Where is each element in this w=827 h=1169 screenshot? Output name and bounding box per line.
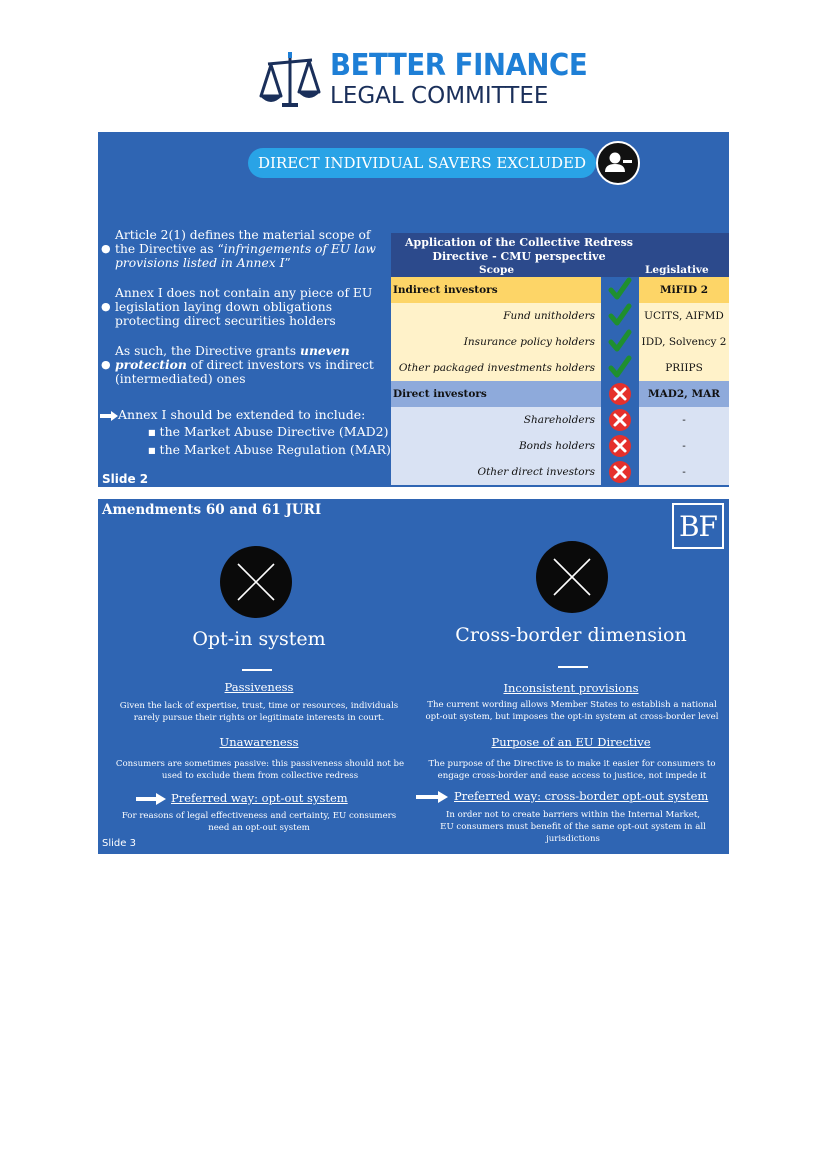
- legislative-act-cell: -: [639, 459, 729, 485]
- right-arrow-icon: [136, 793, 166, 805]
- cmu-table: [391, 233, 729, 487]
- slide-3: [98, 499, 729, 854]
- unawareness-subheading: Unawareness: [219, 735, 299, 749]
- scales-of-justice-icon: [258, 52, 322, 112]
- divider: [242, 669, 272, 671]
- person-minus-icon: [596, 141, 640, 185]
- logo-title: BETTER FINANCE: [330, 48, 588, 83]
- table-row: [391, 277, 729, 303]
- legislative-act-cell: IDD, Solvency 2: [639, 329, 729, 355]
- opt-in-heading: Opt-in system: [192, 628, 326, 650]
- close-circle-icon: [536, 541, 608, 613]
- scope-cell: Shareholders: [391, 407, 601, 433]
- divider: [558, 666, 588, 668]
- scope-cell: Other direct investors: [391, 459, 601, 485]
- legislative-act-cell: -: [639, 407, 729, 433]
- table-title: Application of the Collective Redress Directive - CMU perspective: [405, 236, 633, 263]
- table-row: [391, 329, 729, 355]
- extend-line: Annex I should be extended to include:: [100, 407, 365, 422]
- table-row: [391, 459, 729, 485]
- column-header-scope: Scope: [479, 264, 515, 276]
- table-row: [391, 355, 729, 381]
- opt-out-preferred: Preferred way: opt-out system: [171, 791, 348, 805]
- column-header-act: Legislative: [645, 264, 709, 276]
- table-header: [391, 233, 729, 277]
- slide-2: DIRECT INDIVIDUAL SAVERS EXCLUDED ● Article 2(1) defines the material scope of the Directive as “infringements of EU law provisions listed in Annex I” ● Annex I does not contain any piece of EU legislation laying down obligations protecting direct securities holders ● As such, the Directive grants uneven protection of direct investors vs indirect (intermediated) ones Annex I should be extended to include: ■ the Market Abuse Directive (MAD2) ■ the Market Abuse Regulation (MAR) Slide 2 Application of the Collective Redress Directive - CMU perspective Scope Legislative Indirect investors MiFID 2 Fund unitholders UCITS, AIFMD Insurance policy holders IDD, Solvency 2 Other packaged investments holders PRIIPS Direct investors MAD2, MAR Shareholders - Bonds holders - Other direct investors -: [98, 132, 729, 487]
- sub-item: ■ the Market Abuse Directive (MAD2): [148, 424, 389, 439]
- scope-cell: Bonds holders: [391, 433, 601, 459]
- cross-circle-icon: [601, 381, 639, 407]
- inconsistent-subheading: Inconsistent provisions: [503, 681, 639, 695]
- cross-border-reason: In order not to create barriers within the Internal Market, EU consumers must benefit of the same opt-out system in all jurisdictions: [440, 810, 706, 844]
- scope-cell: Fund unitholders: [391, 303, 601, 329]
- cross-border-preferred: Preferred way: cross-border opt-out system: [454, 789, 709, 803]
- legislative-act-cell: UCITS, AIFMD: [639, 303, 729, 329]
- passiveness-text: Given the lack of expertise, trust, time or resources, individuals rarely pursue their rights or legitimate interests in court.: [119, 701, 399, 723]
- check-icon: [601, 355, 639, 381]
- table-row: [391, 303, 729, 329]
- legislative-act-cell: -: [639, 433, 729, 459]
- purpose-subheading: Purpose of an EU Directive: [491, 735, 651, 749]
- slide-2-header: DIRECT INDIVIDUAL SAVERS EXCLUDED: [248, 148, 596, 178]
- check-icon: [601, 329, 639, 355]
- passiveness-subheading: Passiveness: [224, 680, 294, 694]
- slide-label: Slide 2: [102, 472, 149, 486]
- logo-subtitle: LEGAL COMMITTEE: [330, 83, 549, 109]
- purpose-text: The purpose of the Directive is to make it easier for consumers to engage cross-border and ease access to justice, not impede it: [428, 759, 716, 781]
- cross-border-heading: Cross-border dimension: [455, 624, 687, 646]
- slide-3-title: Amendments 60 and 61 JURI: [102, 502, 322, 518]
- table-row: [391, 433, 729, 459]
- table-row: [391, 407, 729, 433]
- legislative-act-cell: MAD2, MAR: [639, 381, 729, 407]
- legislative-act-cell: PRIIPS: [639, 355, 729, 381]
- scope-cell: Other packaged investments holders: [391, 355, 601, 381]
- cross-circle-icon: [601, 459, 639, 485]
- right-arrow-icon: [416, 791, 448, 803]
- close-circle-icon: [220, 546, 292, 618]
- check-icon: [601, 277, 639, 303]
- scope-cell: Insurance policy holders: [391, 329, 601, 355]
- bf-logo: BF: [672, 503, 724, 549]
- opt-out-reason: For reasons of legal effectiveness and certainty, EU consumers need an opt-out system: [121, 811, 397, 833]
- cross-circle-icon: [601, 407, 639, 433]
- legislative-act-cell: MiFID 2: [639, 277, 729, 303]
- slide-label: Slide 3: [102, 838, 136, 849]
- right-arrow-icon: [100, 411, 118, 421]
- scope-cell: Indirect investors: [391, 277, 601, 303]
- better-finance-logo: [258, 48, 588, 114]
- cross-circle-icon: [601, 433, 639, 459]
- table-row: [391, 381, 729, 407]
- scope-cell: Direct investors: [391, 381, 601, 407]
- unawareness-text: Consumers are sometimes passive: this passiveness should not be used to exclude them from collective redress: [115, 759, 405, 781]
- sub-item: ■ the Market Abuse Regulation (MAR): [148, 442, 391, 457]
- check-icon: [601, 303, 639, 329]
- inconsistent-text: The current wording allows Member States to establish a national opt-out system, but imposes the opt-in system at cross-border level: [425, 700, 719, 722]
